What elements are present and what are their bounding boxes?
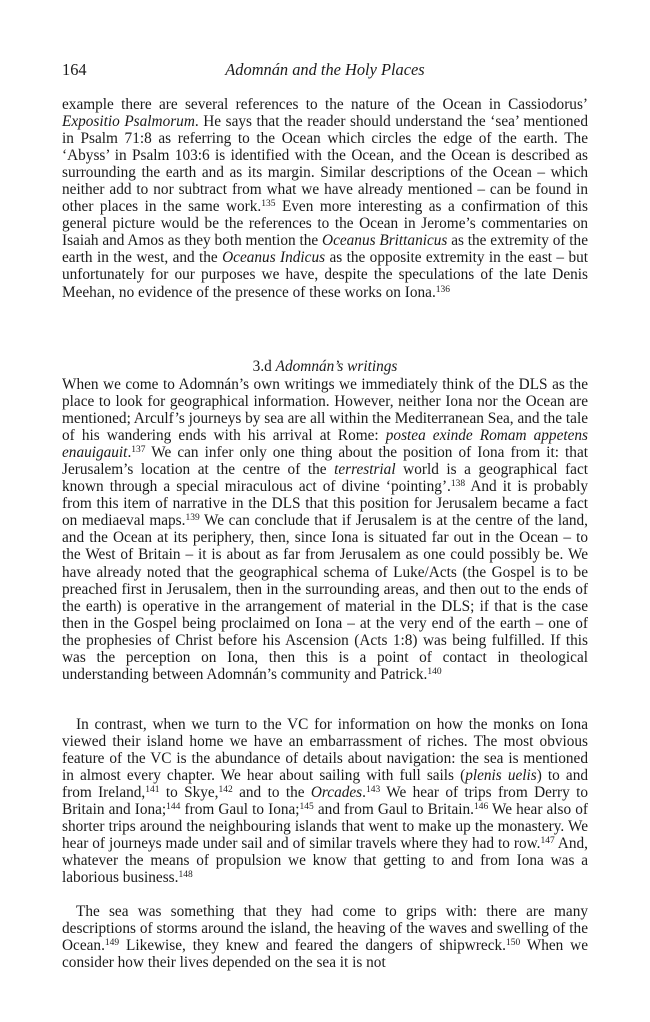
- footnote-ref: 147: [540, 836, 555, 847]
- italic-text: plenis uelis: [465, 767, 537, 785]
- italic-text: Oceanus Indicus: [222, 249, 326, 267]
- footnote-ref: 135: [261, 199, 276, 210]
- paragraph-intro: [62, 96, 588, 301]
- footnote-ref: 148: [178, 870, 193, 881]
- text-run: to Skye,: [159, 784, 219, 802]
- italic-text: terrestrial: [334, 461, 396, 479]
- section-title: Adomnán’s writings: [275, 358, 398, 375]
- text-run: We can infer only one thing about the position of Iona from it: that Jerusalem’s location at the centre of the: [62, 444, 588, 479]
- section-number: 3.d: [252, 358, 272, 375]
- footnote-ref: 137: [131, 445, 146, 456]
- footnote-ref: 143: [365, 785, 381, 796]
- footnote-ref: 142: [218, 785, 233, 796]
- text-run: as the opposite extremity in the east – but unfortunately for our purposes we have, despite the speculations of the late Denis Meehan, no evidence of the presence of these works on Iona.: [62, 249, 588, 301]
- running-header: [62, 58, 588, 82]
- footnote-ref: 144: [166, 802, 181, 813]
- text-run: example there are several references to the nature of the Ocean in Cassiodorus’: [62, 96, 588, 113]
- text-run: We hear of trips from Derry to Britain and Iona;: [62, 784, 588, 819]
- paragraph-adomnan-writings: [62, 376, 588, 683]
- italic-text: Oceanus Brittanicus: [322, 232, 448, 250]
- section-heading: [62, 358, 588, 375]
- text-run: Even more interesting as a confirmation of this general picture would be the references to the Ocean in Jerome’s commentaries on Isaiah and Amos as they both mention the: [62, 198, 588, 250]
- text-run: And it is probably from this item of narrative in the DLS that this position for Jerusalem became a fact on mediaeval maps.: [62, 478, 588, 530]
- text-run: Likewise, they knew and feared the dangers of shipwreck.: [119, 937, 506, 955]
- text-run: When we come to Adomnán’s own writings we immediately think of the DLS as the place to look for geographical information. However, neither Iona nor the Ocean are mentioned; Arculf’s journeys by sea are all within the Mediterranean Sea, and the tale of his wandering ends with his arrival at Rome:: [62, 376, 588, 445]
- italic-text: Orcades: [310, 784, 363, 802]
- text-run: world is a geographical fact known through a special miraculous act of divine ‘pointing’.: [62, 461, 589, 496]
- text-run: .: [127, 444, 132, 462]
- text-run: When we consider how their lives depended on the sea it is not: [62, 937, 588, 972]
- text-run: We hear also of shorter trips around the neighbouring islands that went to make up the monastery. We hear of journeys made under sail and of similar travels where they had to row.: [62, 801, 588, 853]
- text-run: And, whatever the means of propulsion we know that getting to and from Iona was a laborious business.: [62, 835, 588, 887]
- footnote-ref: 138: [450, 479, 466, 490]
- text-run: ) to and from Ireland,: [62, 767, 588, 802]
- paragraph-storms: [62, 903, 588, 971]
- text-run: In contrast, when we turn to the VC for information on how the monks on Iona viewed their island home we have an embarrassment of riches. The most obvious feature of the VC is the abundance of details about navigation: the sea is mentioned in almost every chapter. We hear about sailing with full sails (: [62, 716, 588, 785]
- text-run: . He says that the reader should understand the ‘sea’ mentioned in Psalm 71:8 as referring to the Ocean which circles the edge of the earth. The ‘Abyss’ in Psalm 103:6 is identified with the Ocean, and the Ocean is described as surrounding the earth and as its margin. Similar descriptions of the Ocean – which neither add to nor subtract from what we have already mentioned – can be found in other places in the same work.: [62, 113, 588, 216]
- running-title: Adomnán and the Holy Places: [225, 60, 425, 79]
- text-run: as the extremity of the earth in the west, and the: [62, 232, 588, 267]
- footnote-ref: 149: [104, 938, 120, 949]
- text-run: from Gaul to Iona;: [180, 801, 300, 819]
- text-run: We can conclude that if Jerusalem is at the centre of the land, and the Ocean at its periphery, then, since Iona is situated far out in the Ocean – to the West of Britain – it is about as far from Jerusalem as one could possibly be. We have already noted that the geographical schema of Luke/Acts (the Gospel is to be preached first in Jerusalem, then in the surrounding areas, and then out to the ends of the earth) is operative in the arrangement of material in the DLS; if that is the case then in the Gospel being proclaimed on Iona – at the very end of the earth – one of the prophesies of Christ before his Ascension (Acts 1:8) was being fulfilled. If this was the perception on Iona, then this is a point of contact in theological understanding between Adomnán’s community and Patrick.: [62, 512, 588, 683]
- footnote-ref: 136: [435, 284, 451, 295]
- paragraph-vc-navigation: [62, 716, 588, 886]
- page-number: 164: [62, 60, 87, 79]
- text-run: .: [362, 784, 366, 802]
- footnote-ref: 145: [299, 802, 314, 813]
- italic-text: postea exinde Romam appetens enauigauit: [62, 427, 589, 462]
- text-run: and to the: [232, 784, 311, 802]
- footnote-ref: 139: [185, 513, 200, 524]
- footnote-ref: 141: [145, 785, 160, 796]
- text-run: The sea was something that they had come to grips with: there are many descriptions of storms around the island, the heaving of the waves and swelling of the Ocean.: [62, 903, 588, 955]
- italic-text: Expositio Psalmorum: [62, 113, 195, 131]
- footnote-ref: 140: [427, 666, 442, 677]
- footnote-ref: 150: [506, 938, 521, 949]
- footnote-ref: 146: [473, 802, 489, 813]
- text-run: and from Gaul to Britain.: [313, 801, 474, 819]
